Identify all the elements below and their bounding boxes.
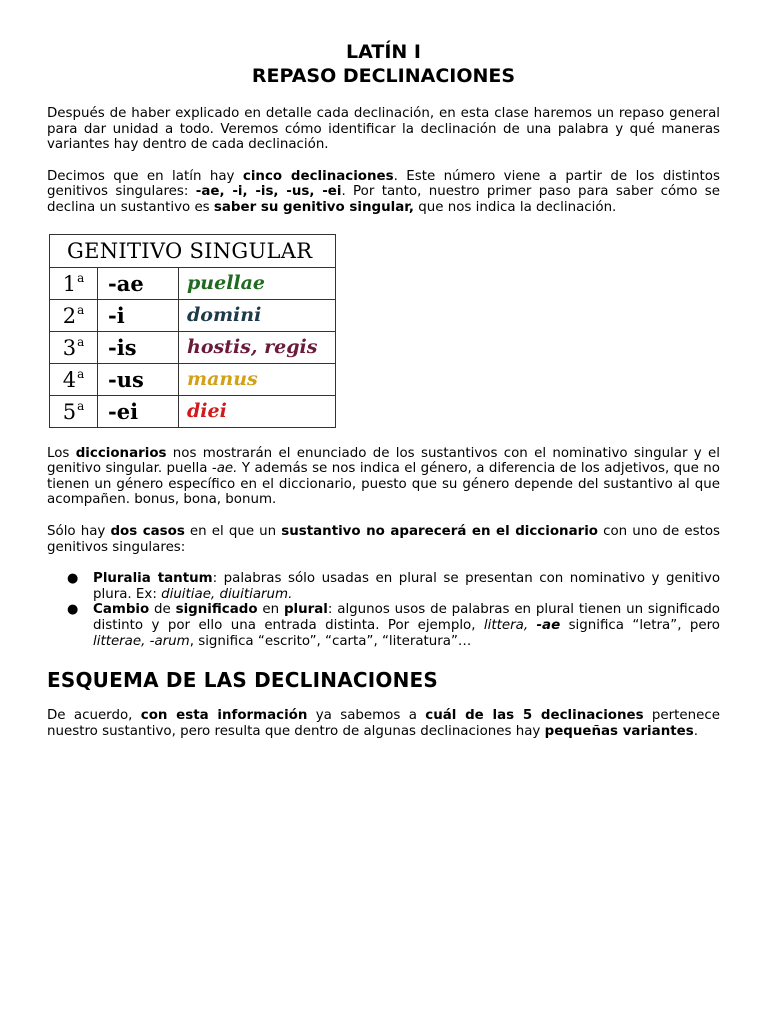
declension-number: 5$^a$ bbox=[50, 395, 98, 427]
table-row bbox=[50, 331, 336, 363]
scheme-paragraph: De acuerdo, con esta información ya sabemos a cuál de las 5 declinaciones pertenece nuestro sustantivo, pero resulta que dentro de algunas declinaciones hay pequeñas variantes. bbox=[47, 708, 720, 739]
title-line-2: REPASO DECLINACIONES bbox=[251, 65, 516, 87]
genitive-table-image bbox=[49, 234, 720, 428]
cases-list bbox=[47, 571, 720, 649]
example-word: puellae bbox=[179, 267, 336, 299]
declension-number: 2$^a$ bbox=[50, 299, 98, 331]
title-line-1: LATÍN I bbox=[346, 41, 421, 63]
table-row bbox=[50, 299, 336, 331]
table-row bbox=[50, 363, 336, 395]
declension-number: 4$^a$ bbox=[50, 363, 98, 395]
genitive-ending: -ae bbox=[98, 267, 179, 299]
bullet-icon: ● bbox=[67, 571, 79, 587]
section-heading: ESQUEMA DE LAS DECLINACIONES bbox=[47, 668, 439, 693]
table-row bbox=[50, 267, 336, 299]
bullet-icon: ● bbox=[67, 602, 79, 618]
table-row bbox=[50, 395, 336, 427]
genitive-table bbox=[49, 234, 336, 428]
list-item: ● Cambio de significado en plural: algunos usos de palabras en plural tienen un significado distinto y por ello una entrada distinta. Por ejemplo, littera, -ae significa “letra”, pero litterae, -arum, significa “escrito”, “carta”, “literatura”… bbox=[67, 602, 720, 649]
example-word: manus bbox=[179, 363, 336, 395]
genitive-table-header: GENITIVO SINGULAR bbox=[50, 234, 336, 267]
dictionaries-paragraph: Los diccionarios nos mostrarán el enunciado de los sustantivos con el nominativo singular y el genitivo singular. puella -ae. Y además se nos indica el género, a diferencia de los adjetivos, que no tienen un género específico en el diccionario, puesto que su género depende del sustantivo al que acompañen. bonus, bona, bonum. bbox=[47, 445, 720, 508]
declensions-paragraph: Decimos que en latín hay cinco declinaciones. Este número viene a partir de los distintos genitivos singulares: -ae, -i, -is, -us, -ei. Por tanto, nuestro primer paso para saber cómo se declina un sustantivo es saber su genitivo singular, que nos indica la declinación. bbox=[47, 168, 720, 215]
two-cases-paragraph: Sólo hay dos casos en el que un sustantivo no aparecerá en el diccionario con uno de estos genitivos singulares: bbox=[47, 523, 721, 555]
title-block bbox=[47, 40, 720, 88]
document-page bbox=[47, 40, 720, 739]
declension-number: 3$^a$ bbox=[50, 331, 98, 363]
list-item: ● Pluralia tantum: palabras sólo usadas en plural se presentan con nominativo y genitivo plura. Ex: diuitiae, diuitiarum. bbox=[67, 571, 721, 602]
intro-paragraph: Después de haber explicado en detalle cada declinación, en esta clase haremos un repaso general para dar unidad a todo. Veremos cómo identificar la declinación de una palabra y qué maneras variantes hay dentro de cada declinación. bbox=[47, 106, 720, 153]
genitive-ending: -i bbox=[98, 299, 179, 331]
genitive-ending: -ei bbox=[98, 395, 179, 427]
example-word: hostis, regis bbox=[179, 331, 336, 363]
example-word: domini bbox=[179, 299, 336, 331]
genitive-ending: -us bbox=[98, 363, 179, 395]
example-word: diei bbox=[179, 395, 336, 427]
genitive-ending: -is bbox=[98, 331, 179, 363]
declension-number: 1$^a$ bbox=[50, 267, 98, 299]
